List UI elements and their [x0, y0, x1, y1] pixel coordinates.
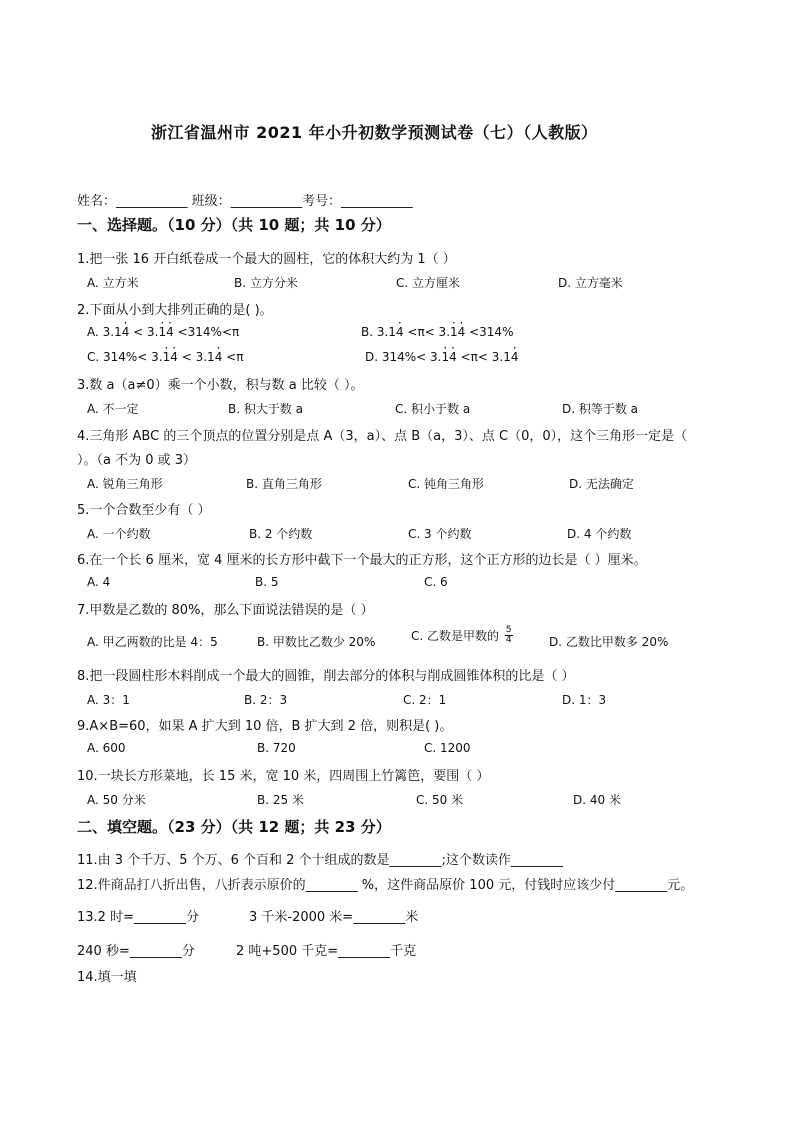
q2-c-repeat-digit-1: 1 ·	[163, 350, 171, 364]
question-11: 11.由 3 个千万、5 个万、6 个百和 2 个十组成的数是________;这个数读作________	[77, 853, 563, 868]
q2-b-part-2: <π< 3.	[403, 325, 451, 339]
q5-option-c: C. 3 个约数	[408, 527, 472, 541]
q4-option-b: B. 直角三角形	[246, 477, 322, 491]
q8-option-d: D. 1：3	[562, 693, 607, 707]
q7-fraction-denominator: 4	[505, 635, 512, 645]
question-1: 1.把一张 16 开白纸卷成一个最大的圆柱，它的体积大约为 1（ ）	[77, 252, 456, 267]
question-2: 2.下面从小到大排列正确的是( )。	[77, 303, 273, 318]
q2-option-c	[87, 350, 243, 364]
q2-d-repeat-digit-1: 1 ·	[442, 350, 450, 364]
q7-option-a: A. 甲乙两数的比是 4：5	[87, 635, 218, 649]
q1-option-a: A. 立方米	[87, 276, 139, 290]
section-2-heading: 二、填空题。（23 分）（共 12 题；共 23 分）	[77, 818, 391, 836]
q4-option-a: A. 锐角三角形	[87, 477, 163, 491]
q1-option-d: D. 立方毫米	[558, 276, 623, 290]
q2-a-part-3: <314%<π	[173, 325, 240, 339]
q2-c-repeat-digit-3: 4 ·	[215, 350, 223, 364]
q2-c-part-2: < 3.1	[177, 350, 215, 364]
q8-option-b: B. 2：3	[244, 693, 288, 707]
q10-option-a: A. 50 分米	[87, 793, 146, 807]
q2-a-part-1: A. 3.1	[87, 325, 122, 339]
q7-option-d: D. 乙数比甲数多 20%	[549, 635, 669, 649]
question-9: 9.A×B=60，如果 A 扩大到 10 倍，B 扩大到 2 倍，则积是( )。	[77, 719, 453, 734]
q2-d-part-1: D. 314%< 3.	[365, 350, 442, 364]
q9-option-a: A. 600	[87, 741, 126, 755]
q2-c-part-1: C. 314%< 3.	[87, 350, 163, 364]
student-info-line: 姓名：___________ 班级：___________考号：___________	[77, 194, 413, 209]
q2-c-part-3: <π	[222, 350, 244, 364]
question-12: 12.件商品打八折出售，八折表示原价的________ %，这件商品原价 100 元，付钱时应该少付________元。	[77, 878, 694, 893]
q2-d-repeat-digit-3: 4 ·	[511, 350, 519, 364]
q2-a-part-2: < 3.	[129, 325, 159, 339]
q2-option-b	[361, 325, 513, 339]
question-14: 14.填一填	[77, 970, 137, 985]
q7-option-c-text: C. 乙数是甲数的	[411, 629, 500, 643]
q6-option-c: C. 6	[424, 575, 448, 589]
question-4-line-1: 4.三角形 ABC 的三个顶点的位置分别是点 A（3，a）、点 B（a，3）、点 C（0，0），这个三角形一定是（	[77, 429, 688, 444]
q2-c-repeat-digit-2: 4 ·	[170, 350, 178, 364]
question-13-part-2: 3 千米-2000 米=________米	[249, 910, 419, 925]
q3-option-a: A. 不一定	[87, 402, 139, 416]
q3-option-d: D. 积等于数 a	[562, 402, 639, 416]
q2-b-part-3: <314%	[465, 325, 514, 339]
q9-option-c: C. 1200	[424, 741, 471, 755]
question-8: 8.把一段圆柱形木料削成一个最大的圆锥，削去部分的体积与削成圆锥体积的比是（ ）	[77, 669, 575, 684]
q3-option-c: C. 积小于数 a	[395, 402, 471, 416]
q7-fraction	[505, 626, 513, 645]
question-6: 6.在一个长 6 厘米，宽 4 厘米的长方形中截下一个最大的正方形，这个正方形的边长是（ ）厘米。	[77, 553, 647, 568]
q6-option-b: B. 5	[255, 575, 279, 589]
q1-option-b: B. 立方分米	[234, 276, 298, 290]
question-13-part-4: 2 吨+500 千克=________千克	[236, 944, 417, 959]
q2-d-part-2: <π< 3.1	[456, 350, 511, 364]
question-7: 7.甲数是乙数的 80%，那么下面说法错误的是（ ）	[77, 603, 374, 618]
q9-option-b: B. 720	[257, 741, 296, 755]
q7-option-c	[411, 626, 515, 645]
question-5: 5.一个合数至少有（ ）	[77, 503, 211, 518]
q2-option-a	[87, 325, 239, 339]
q10-option-d: D. 40 米	[573, 793, 621, 807]
q2-a-repeat-digit-1: 4 ·	[122, 325, 130, 339]
q7-option-b: B. 甲数比乙数少 20%	[257, 635, 376, 649]
question-10: 10.一块长方形菜地，长 15 米，宽 10 米，四周围上竹篱笆，要围（ ）	[77, 769, 490, 784]
q2-a-repeat-digit-3: 4 ·	[166, 325, 174, 339]
q7-fraction-numerator: 5	[505, 625, 512, 635]
page-title: 浙江省温州市 2021 年小升初数学预测试卷（七）（人教版）	[151, 123, 598, 142]
q2-d-repeat-digit-2: 4 ·	[449, 350, 457, 364]
q4-option-d: D. 无法确定	[569, 477, 634, 491]
q2-b-repeat-digit-2: 1 ·	[450, 325, 458, 339]
q5-option-d: D. 4 个约数	[567, 527, 632, 541]
question-13-part-1: 13.2 时=________分	[77, 910, 199, 925]
question-4-line-2: ）。（a 不为 0 或 3）	[77, 453, 197, 468]
q5-option-a: A. 一个约数	[87, 527, 151, 541]
q2-b-repeat-digit-3: 4 ·	[458, 325, 466, 339]
q2-option-d	[365, 350, 518, 364]
section-1-heading: 一、选择题。（10 分）（共 10 题；共 10 分）	[77, 216, 391, 234]
q8-option-a: A. 3：1	[87, 693, 130, 707]
question-3: 3.数 a（a≠0）乘一个小数，积与数 a 比较（ ）。	[77, 378, 364, 393]
q6-option-a: A. 4	[87, 575, 111, 589]
q4-option-c: C. 钝角三角形	[408, 477, 485, 491]
q1-option-c: C. 立方厘米	[396, 276, 461, 290]
q3-option-b: B. 积大于数 a	[228, 402, 304, 416]
q10-option-b: B. 25 米	[257, 793, 304, 807]
q2-b-part-1: B. 3.1	[361, 325, 396, 339]
q10-option-c: C. 50 米	[416, 793, 464, 807]
q2-b-repeat-digit-1: 4 ·	[396, 325, 404, 339]
q2-a-repeat-digit-2: 1 ·	[159, 325, 167, 339]
question-13-part-3: 240 秒=________分	[77, 944, 195, 959]
q8-option-c: C. 2：1	[403, 693, 447, 707]
q5-option-b: B. 2 个约数	[249, 527, 313, 541]
